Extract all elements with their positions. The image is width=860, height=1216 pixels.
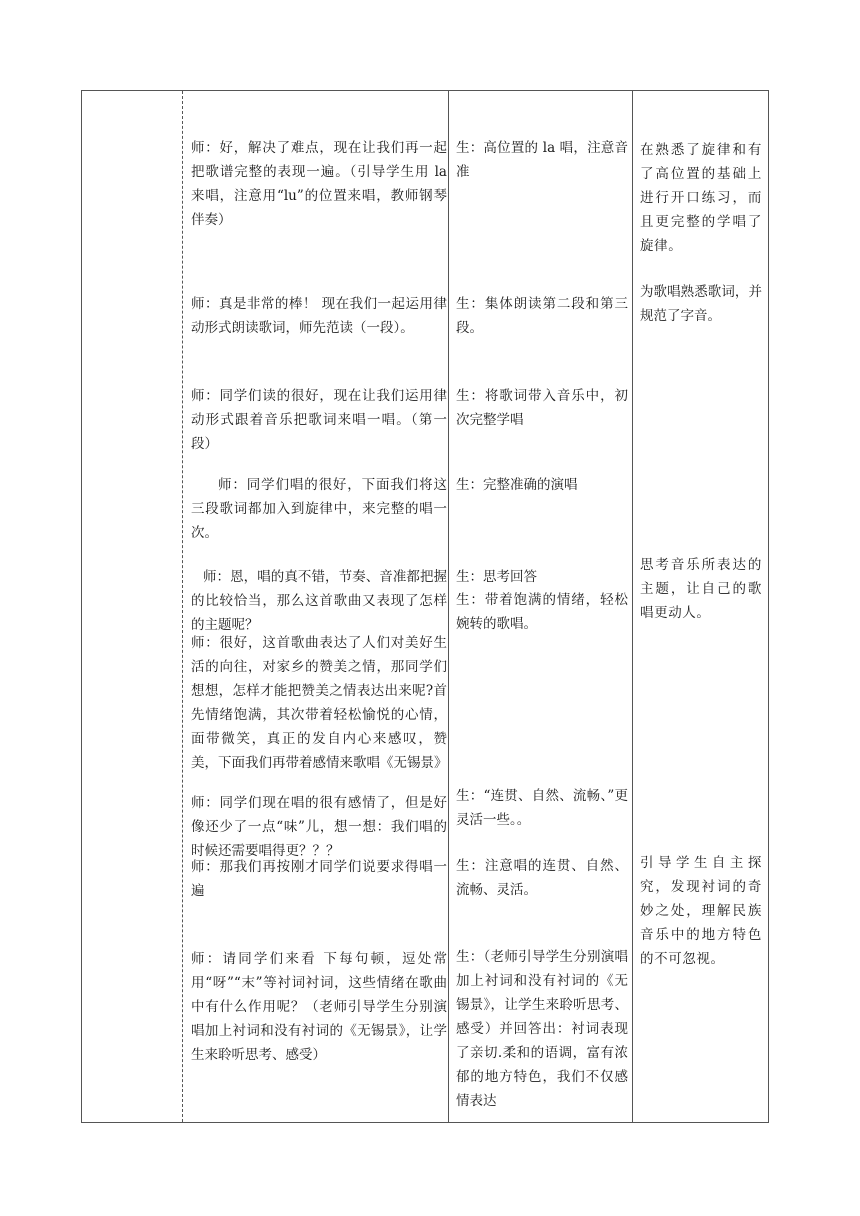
design-intent-text: 为歌唱熟悉歌词，并规范了字音。: [640, 284, 762, 324]
student-text: 生：（老师引导学生分别演唱加上衬词和没有衬词的《无锡景》，让学生来聆听思考、感受）并回答出：衬词表现了亲切.柔和的语调，富有浓郁的地方特色，我们不仅感情表达: [456, 949, 628, 1109]
lesson-plan-table: [81, 90, 769, 1123]
teacher-text: 师：真是非常的棒！ 现在我们一起运用律动形式朗读歌词，师先范读（一段）。: [191, 296, 447, 336]
design-intent-text: 思考音乐所表达的主题，让自己的歌唱更动人。: [640, 557, 762, 621]
teacher-text: 师：很好，这首歌曲表达了人们对美好生活的向往，对家乡的赞美之情，那同学们想想，怎样才能把赞美之情表达出来呢?首先情绪饱满，其次带着轻松愉悦的心情，面带微笑，真正的发自内心来感叹，赞美，下面我们再带着感情来歌唱《无锡景》: [191, 635, 448, 771]
teacher-text: 师：请同学们来看 下每句顿，逗处常用“呀”“末”等衬词衬词，这些情绪在歌曲中有什么作用呢？（老师引导学生分别演唱加上衬词和没有衬词的《无锡景》，让学生来聆听思考、感受）: [191, 951, 447, 1063]
student-text: 生：高位置的 la 唱，注意音准: [456, 140, 628, 180]
teacher-text: 师：那我们再按刚才同学们说要求得唱一遍: [191, 859, 447, 899]
teacher-text: 师：同学们唱的很好，下面我们将这三段歌词都加入到旋律中，来完整的唱一次。: [191, 477, 447, 541]
student-text: 生：完整准确的演唱: [456, 477, 578, 493]
design-intent-text: 引导学生自主探究，发现衬词的奇妙之处，理解民族音乐中的地方特色的不可忽视。: [640, 855, 762, 967]
column-divider: [448, 91, 449, 1122]
student-text: 生：注意唱的连贯、自然、流畅、灵活。: [456, 858, 628, 898]
teacher-text: 师：恩，唱的真不错，节奏、音准都把握的比较恰当，那么这首歌曲又表现了怎样的主题呢？: [191, 569, 447, 633]
teacher-text: 师：好，解决了难点，现在让我们再一起把歌谱完整的表现一遍。（引导学生用 la 来唱，注意用“lu”的位置来唱，教师钢琴伴奏）: [191, 140, 447, 228]
student-text: 生：集体朗读第二段和第三段。: [456, 296, 628, 336]
column-divider-dashed: [182, 91, 183, 1122]
student-text: 生：将歌词带入音乐中，初次完整学唱: [456, 388, 628, 428]
design-intent-text: 在熟悉了旋律和有了高位置的基础上进行开口练习，而且更完整的学唱了旋律。: [640, 142, 762, 254]
teacher-text: 师：同学们现在唱的很有感情了，但是好像还少了一点“味”儿，想一想：我们唱的时候还需要唱得更？？？: [191, 795, 447, 859]
column-divider: [632, 91, 633, 1122]
teacher-text: 师：同学们读的很好，现在让我们运用律动形式跟着音乐把歌词来唱一唱。（第一段）: [191, 388, 447, 452]
student-text: 生：“连贯、自然、流畅、”更灵活一些。。: [456, 788, 628, 828]
student-text: 生：带着饱满的情绪，轻松婉转的歌唱。: [456, 592, 628, 632]
student-text: 生：思考回答: [456, 569, 537, 585]
